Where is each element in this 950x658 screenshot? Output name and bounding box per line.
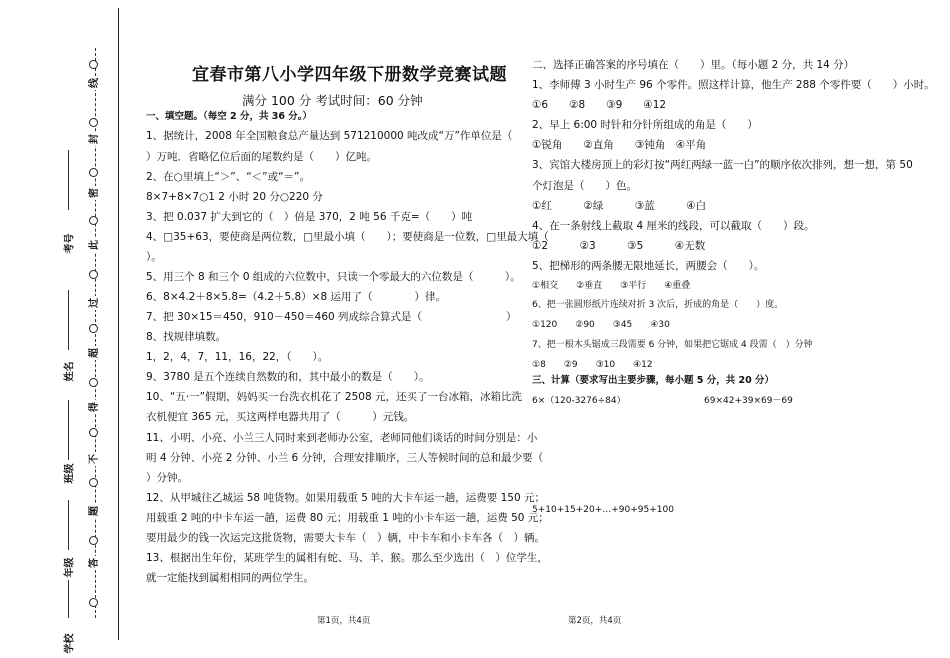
seal-char: 密 — [89, 188, 100, 198]
question-line: ）万吨．省略亿位后面的尾数约是（ ）亿吨。 — [146, 151, 377, 163]
section-heading: 三、计算（要求写出主要步骤，每小题 5 分，共 20 分） — [532, 375, 775, 386]
seal-circle — [89, 428, 98, 437]
section-heading: 二、选择正确答案的序号填在（ ）里。（每小题 2 分，共 14 分） — [532, 59, 855, 71]
question-line: 7、把一根木头锯成三段需要 6 分钟，如果把它锯成 4 段需（ ）分钟 — [532, 340, 813, 350]
seal-circle — [89, 60, 98, 69]
seal-circle — [89, 270, 98, 279]
question-line: ①6 ②8 ③9 ④12 — [532, 99, 667, 111]
question-line: 就一定能找到属相相同的两位学生。 — [146, 572, 314, 584]
question-line: 10、“五·一”假期，妈妈买一台洗衣机花了 2508 元，还买了一台冰箱，冰箱比洗 — [146, 391, 522, 403]
question-line: ①120 ②90 ③45 ④30 — [532, 320, 670, 330]
label-underline — [68, 290, 69, 350]
name-label: 姓名 — [64, 361, 76, 382]
seal-char: 超 — [89, 348, 100, 358]
question-line: 明 4 分钟、小亮 2 分钟、小兰 6 分钟，合理安排顺序，三人等候时间的总和最少要（ — [146, 452, 544, 464]
question-line: 用载重 2 吨的中卡车运一趟，运费 80 元；用载重 1 吨的小卡车运一趟，运费 50 元； — [146, 512, 549, 524]
seal-char: 答 — [89, 558, 100, 568]
seal-char: 封 — [89, 134, 100, 144]
question-line: 5、用三个 8 和三个 0 组成的六位数中，只读一个零最大的六位数是（ ）。 — [146, 271, 521, 283]
seal-char: 线 — [89, 78, 100, 88]
binding-border-line — [118, 8, 119, 640]
question-line: 要用最少的钱一次运完这批货物，需要大卡车（ ）辆，中卡车和小卡车各（ ）辆。 — [146, 532, 545, 544]
seal-circle — [89, 324, 98, 333]
question-line: 个灯泡是（ ）色。 — [532, 180, 637, 192]
label-underline — [68, 150, 69, 210]
question-line: 4、□35+63，要使商是两位数，□里最小填（ ）；要使商是一位数，□里最大填（ — [146, 231, 549, 243]
exam-title: 宜春市第八小学四年级下册数学竞赛试题 — [192, 65, 507, 85]
label-underline — [68, 500, 69, 550]
seal-circle — [89, 118, 98, 127]
question-line: 8、找规律填数。 — [146, 331, 227, 343]
calc-problem: 5+10+15+20+…+90+95+100 — [532, 505, 674, 515]
question-line: ①2 ②3 ③5 ④无数 — [532, 240, 706, 252]
question-line: ）。 — [146, 251, 162, 263]
page-footer-left: 第1页，共4页 — [317, 616, 371, 626]
section-heading: 一、填空题。（每空 2 分，共 36 分。） — [146, 111, 313, 122]
seal-char: 得 — [89, 402, 100, 412]
question-line: ①相交 ②垂直 ③平行 ④重叠 — [532, 281, 691, 291]
question-line: ①锐角 ②直角 ③钝角 ④平角 — [532, 139, 707, 151]
calc-problem: 69×42+39×69－69 — [704, 396, 793, 406]
school-label: 学校 — [64, 633, 76, 654]
class-label: 班级 — [64, 463, 76, 484]
question-line: 衣机便宜 365 元，买这两样电器共用了（ ）元钱。 — [146, 411, 415, 423]
exam-number-label: 考号 — [64, 233, 76, 254]
seal-circle — [89, 168, 98, 177]
seal-char: 题 — [89, 506, 100, 516]
question-line: 6、把一张圆形纸片连续对折 3 次后，折成的角是（ ）度。 — [532, 300, 784, 310]
question-line: ）分钟。 — [146, 472, 188, 484]
calc-problem: 6×（120-3276÷84） — [532, 396, 626, 406]
question-line: 1、据统计，2008 年全国粮食总产量达到 571210000 吨改成“万”作单位是（ — [146, 130, 513, 142]
question-line: 2、早上 6:00 时针和分针所组成的角是（ ） — [532, 119, 758, 131]
label-underline — [68, 400, 69, 460]
label-underline — [68, 580, 69, 618]
exam-subtitle: 满分 100 分 考试时间：60 分钟 — [242, 93, 423, 108]
grade-label: 年级 — [64, 557, 76, 578]
question-line: 3、把 0.037 扩大到它的（ ）倍是 370，2 吨 56 千克=（ ）吨 — [146, 211, 473, 223]
binding-seal-strip — [84, 48, 108, 618]
seal-char: 此 — [89, 240, 100, 250]
seal-circle — [89, 478, 98, 487]
question-line: 11、小明、小亮、小兰三人同时来到老师办公室，老师同他们谈话的时间分别是：小 — [146, 432, 538, 444]
page-footer-right: 第2页，共4页 — [568, 616, 622, 626]
question-line: 7、把 30×15＝450，910－450＝460 列成综合算式是（ ） — [146, 311, 517, 323]
seal-circle — [89, 598, 98, 607]
question-line: ①8 ②9 ③10 ④12 — [532, 360, 653, 370]
question-line: 2、在○里填上“＞”、“＜”或“＝”。 — [146, 171, 310, 183]
seal-circle — [89, 378, 98, 387]
question-line: 1、李师傅 3 小时生产 96 个零件。照这样计算，他生产 288 个零件要（ ）小时。 — [532, 79, 935, 91]
seal-circle — [89, 536, 98, 545]
seal-char: 不 — [89, 454, 100, 464]
question-line: 12、从甲城往乙城运 58 吨货物。如果用载重 5 吨的大卡车运一趟，运费要 150 元； — [146, 492, 545, 504]
question-line: ①红 ②绿 ③蓝 ④白 — [532, 200, 707, 212]
seal-char: 过 — [89, 298, 100, 308]
question-line: 4、在一条射线上截取 4 厘米的线段，可以截取（ ）段。 — [532, 220, 815, 232]
question-line: 3、宾馆大楼房顶上的彩灯按“两红两绿一蓝一白”的顺序依次排列，想一想，第 50 — [532, 159, 913, 171]
question-line: 1，2，4，7，11，16，22，（ ）。 — [146, 351, 329, 363]
question-line: 6、8×4.2＋8×5.8=（4.2＋5.8）×8 运用了（ ）律。 — [146, 291, 447, 303]
question-line: 5、把梯形的两条腰无限地延长，两腰会（ ）。 — [532, 260, 765, 272]
question-line: 9、3780 是五个连续自然数的和，其中最小的数是（ ）。 — [146, 371, 430, 383]
question-line: 13、根据出生年份，某班学生的属相有蛇、马、羊、猴。那么至少选出（ ）位学生， — [146, 552, 548, 564]
question-line: 8×7+8×7○1 2 小时 20 分○220 分 — [146, 191, 323, 203]
seal-circle — [89, 216, 98, 225]
